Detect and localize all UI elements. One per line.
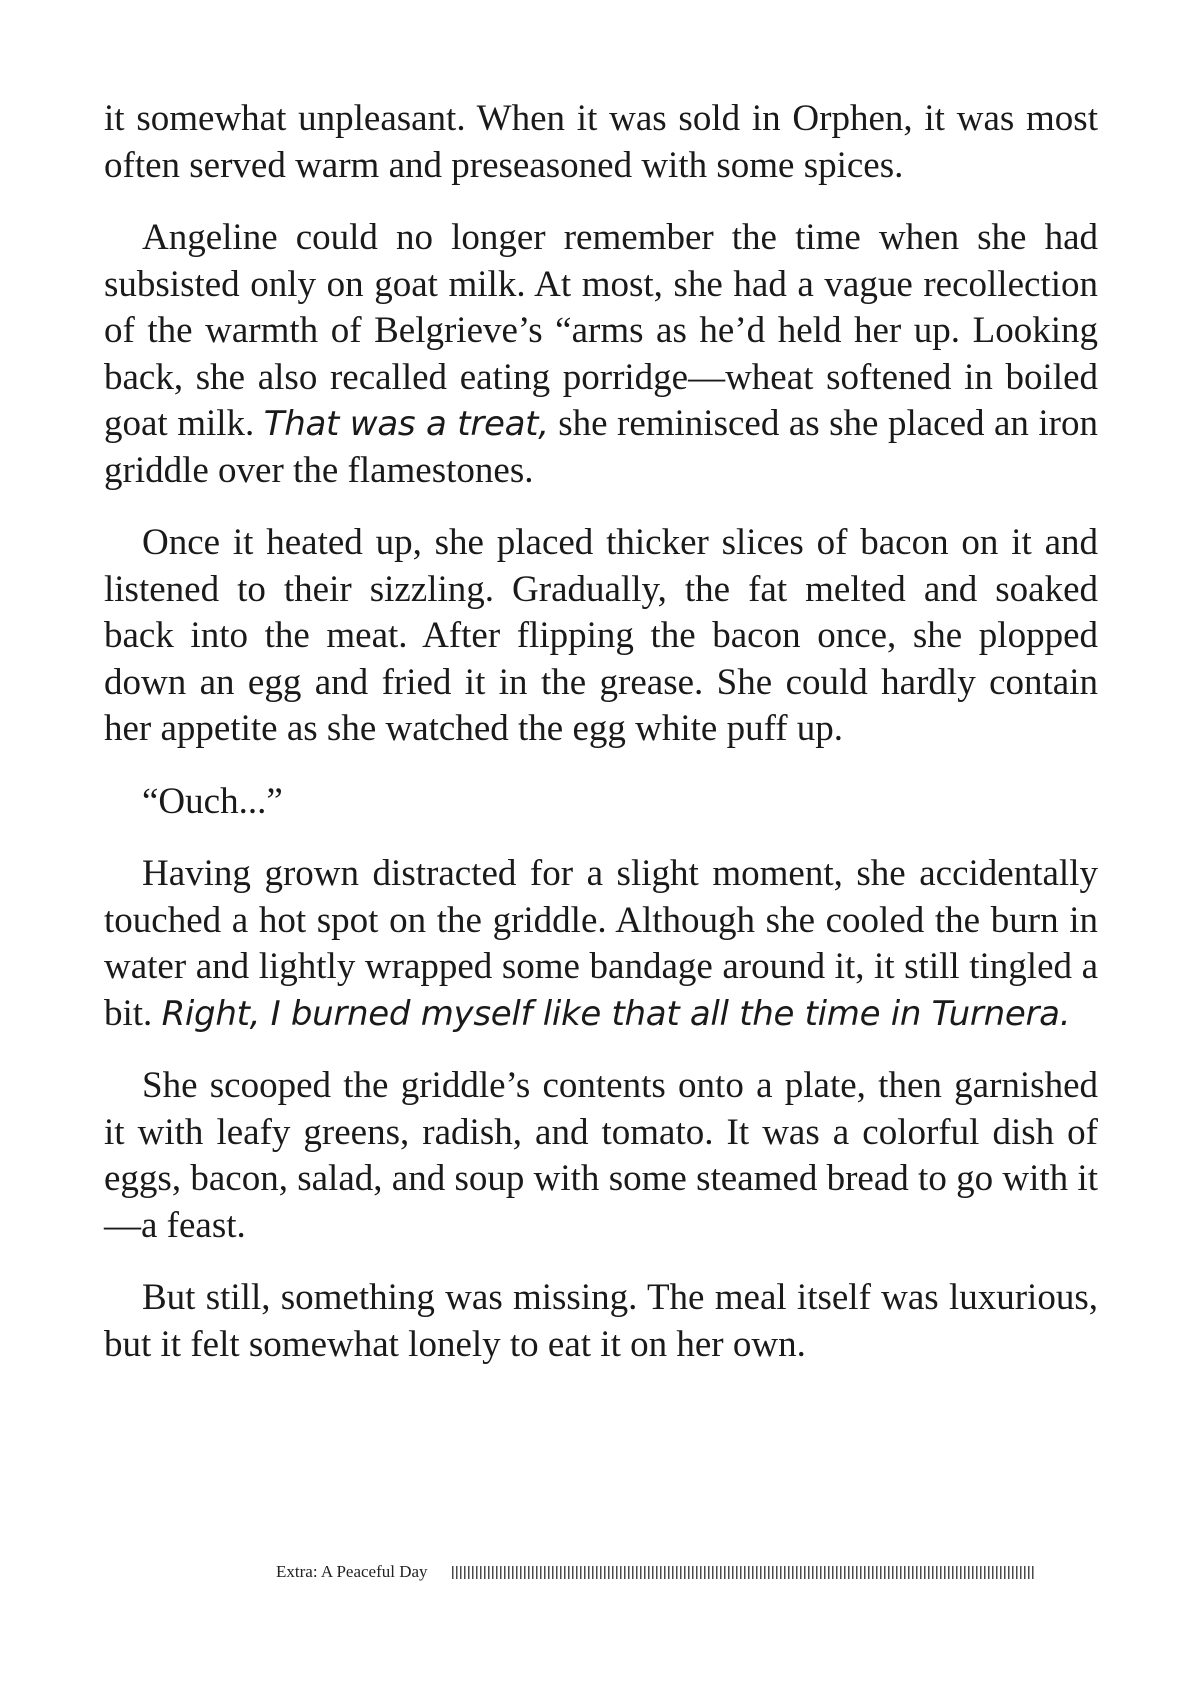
page-footer — [276, 1560, 1036, 1584]
paragraph-text: Angeline could no longer remember the time when she had subsisted only on goat milk. At most, she had a vague recollection of the warmth of Belgrieve’s “arms as he’d held her up. Looking back, she also recalled eating porridge—wheat softened in boiled goat milk. — [104, 217, 1098, 444]
italic-text: Right, I burned myself like that all the time in Turnera. — [161, 993, 1071, 1034]
footer-decorative-rule — [452, 1566, 1036, 1579]
paragraph — [104, 96, 1098, 189]
paragraph-text: She scooped the griddle’s contents onto a plate, then garnished it with leafy greens, radish, and tomato. It was a colorful dish of eggs, bacon, salad, and soup with some steamed bread to go with it—a feast. — [104, 1065, 1098, 1246]
paragraph — [104, 779, 1098, 826]
paragraph-text: Once it heated up, she placed thicker slices of bacon on it and listened to their sizzling. Gradually, the fat melted and soaked back into the meat. After flipping the bacon once, she plopped down an egg and fried it in the grease. She could hardly contain her appetite as she watched the egg white puff up. — [104, 522, 1098, 749]
paragraph-text: she reminisced as she placed an iron griddle over the flamestones. — [104, 403, 1098, 491]
paragraph-text: “Ouch...” — [142, 780, 283, 822]
italic-text: That was a treat, — [263, 404, 549, 444]
paragraph — [104, 1063, 1098, 1249]
paragraph — [104, 215, 1098, 494]
paragraph — [104, 851, 1098, 1037]
paragraph — [104, 1275, 1098, 1368]
paragraph-text: But still, something was missing. The meal itself was luxurious, but it felt somewhat lonely to eat it on her own. — [104, 1277, 1098, 1365]
footer-chapter-title: Extra: A Peaceful Day — [276, 1562, 428, 1581]
paragraph-text: Having grown distracted for a slight moment, she accidentally touched a hot spot on the griddle. Although she cooled the burn in water and lightly wrapped some bandage around it, it still tingled a bit. — [104, 853, 1098, 1034]
paragraph — [104, 520, 1098, 753]
paragraph-text: it somewhat unpleasant. When it was sold in Orphen, it was most often served warm and preseasoned with some spices. — [104, 98, 1098, 186]
page-body — [104, 96, 1098, 1394]
